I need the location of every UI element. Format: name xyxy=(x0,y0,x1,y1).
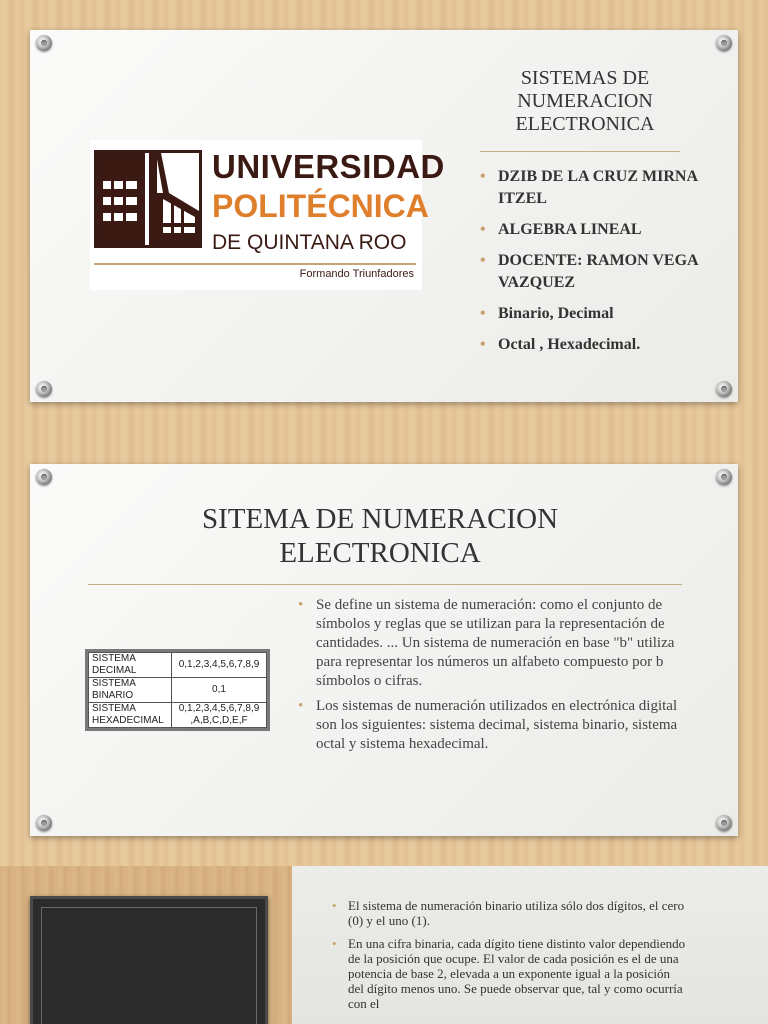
logo-tagline: Formando Triunfadores xyxy=(299,268,414,280)
slide-1 xyxy=(30,30,738,402)
slide-1-title: SISTEMAS DE NUMERACION ELECTRONICA xyxy=(515,67,655,135)
title-divider xyxy=(88,584,682,585)
logo-text-quintana-roo: DE QUINTANA ROO xyxy=(212,231,407,254)
list-item: • En una cifra binaria, cada dígito tiene distinto valor dependiendo de la posición que ocupe. El valor de cada posición es el de una potencia de base 2, elevada a un exponente igual a la posición del dígito menos uno. Se puede observar que, tal y como ocurría con el xyxy=(330,936,688,1011)
university-logo xyxy=(90,140,445,290)
list-item: • Se define un sistema de numeración: como el conjunto de símbolos y reglas que se utilizan para la representación de cantidades. ... Un sistema de numeración en base "b" utiliza para representar los números un alfabeto compuesto por b símbolos o cifras. xyxy=(296,596,692,691)
pin-icon xyxy=(716,381,732,397)
table-row xyxy=(89,678,267,703)
list-item: • El sistema de numeración binario utiliza sólo dos dígitos, el cero (0) y el uno (1). xyxy=(330,898,688,928)
building-logo-icon xyxy=(94,150,202,248)
pin-icon xyxy=(36,381,52,397)
list-item: • DZIB DE LA CRUZ MIRNA ITZEL xyxy=(478,166,728,210)
pin-icon xyxy=(36,35,52,51)
logo-text-politecnica: POLITÉCNICA xyxy=(212,188,429,224)
table-cell-system: SISTEMA HEXADECIMAL xyxy=(89,703,172,728)
table-row xyxy=(89,703,267,728)
table-cell-system: SISTEMA BINARIO xyxy=(89,678,172,703)
list-item: • Los sistemas de numeración utilizados en electrónica digital son los siguientes: sistema decimal, sistema binario, sistema octal y sistema hexadecimal. xyxy=(296,697,692,754)
table-cell-digits: 0,1 xyxy=(172,678,267,703)
wood-panel xyxy=(0,866,292,1024)
pin-icon xyxy=(716,35,732,51)
pin-icon xyxy=(716,815,732,831)
logo-divider xyxy=(94,263,416,265)
chalkboard-image xyxy=(30,896,268,1024)
list-item: • ALGEBRA LINEAL xyxy=(478,219,728,241)
slide-1-bullet-list xyxy=(478,166,728,365)
slide-2 xyxy=(30,464,738,836)
slide-2-bullet-list xyxy=(296,596,692,760)
table-row xyxy=(89,653,267,678)
slide-3 xyxy=(0,866,768,1024)
slide-2-title: SITEMA DE NUMERACION ELECTRONICA xyxy=(201,503,559,569)
pin-icon xyxy=(36,815,52,831)
pin-icon xyxy=(716,469,732,485)
list-item: • Octal , Hexadecimal. xyxy=(478,334,728,356)
title-divider xyxy=(480,151,680,152)
list-item: • DOCENTE: RAMON VEGA VAZQUEZ xyxy=(478,250,728,294)
table-cell-digits: 0,1,2,3,4,5,6,7,8,9 ,A,B,C,D,E,F xyxy=(172,703,267,728)
pin-icon xyxy=(36,469,52,485)
list-item: • Binario, Decimal xyxy=(478,303,728,325)
numeration-systems-table xyxy=(88,652,267,728)
slide-3-bullet-list xyxy=(330,898,688,1019)
table-cell-digits: 0,1,2,3,4,5,6,7,8,9 xyxy=(172,653,267,678)
chalkboard-frame xyxy=(41,907,257,1024)
table-cell-system: SISTEMA DECIMAL xyxy=(89,653,172,678)
logo-text-universidad: UNIVERSIDAD xyxy=(212,148,445,185)
